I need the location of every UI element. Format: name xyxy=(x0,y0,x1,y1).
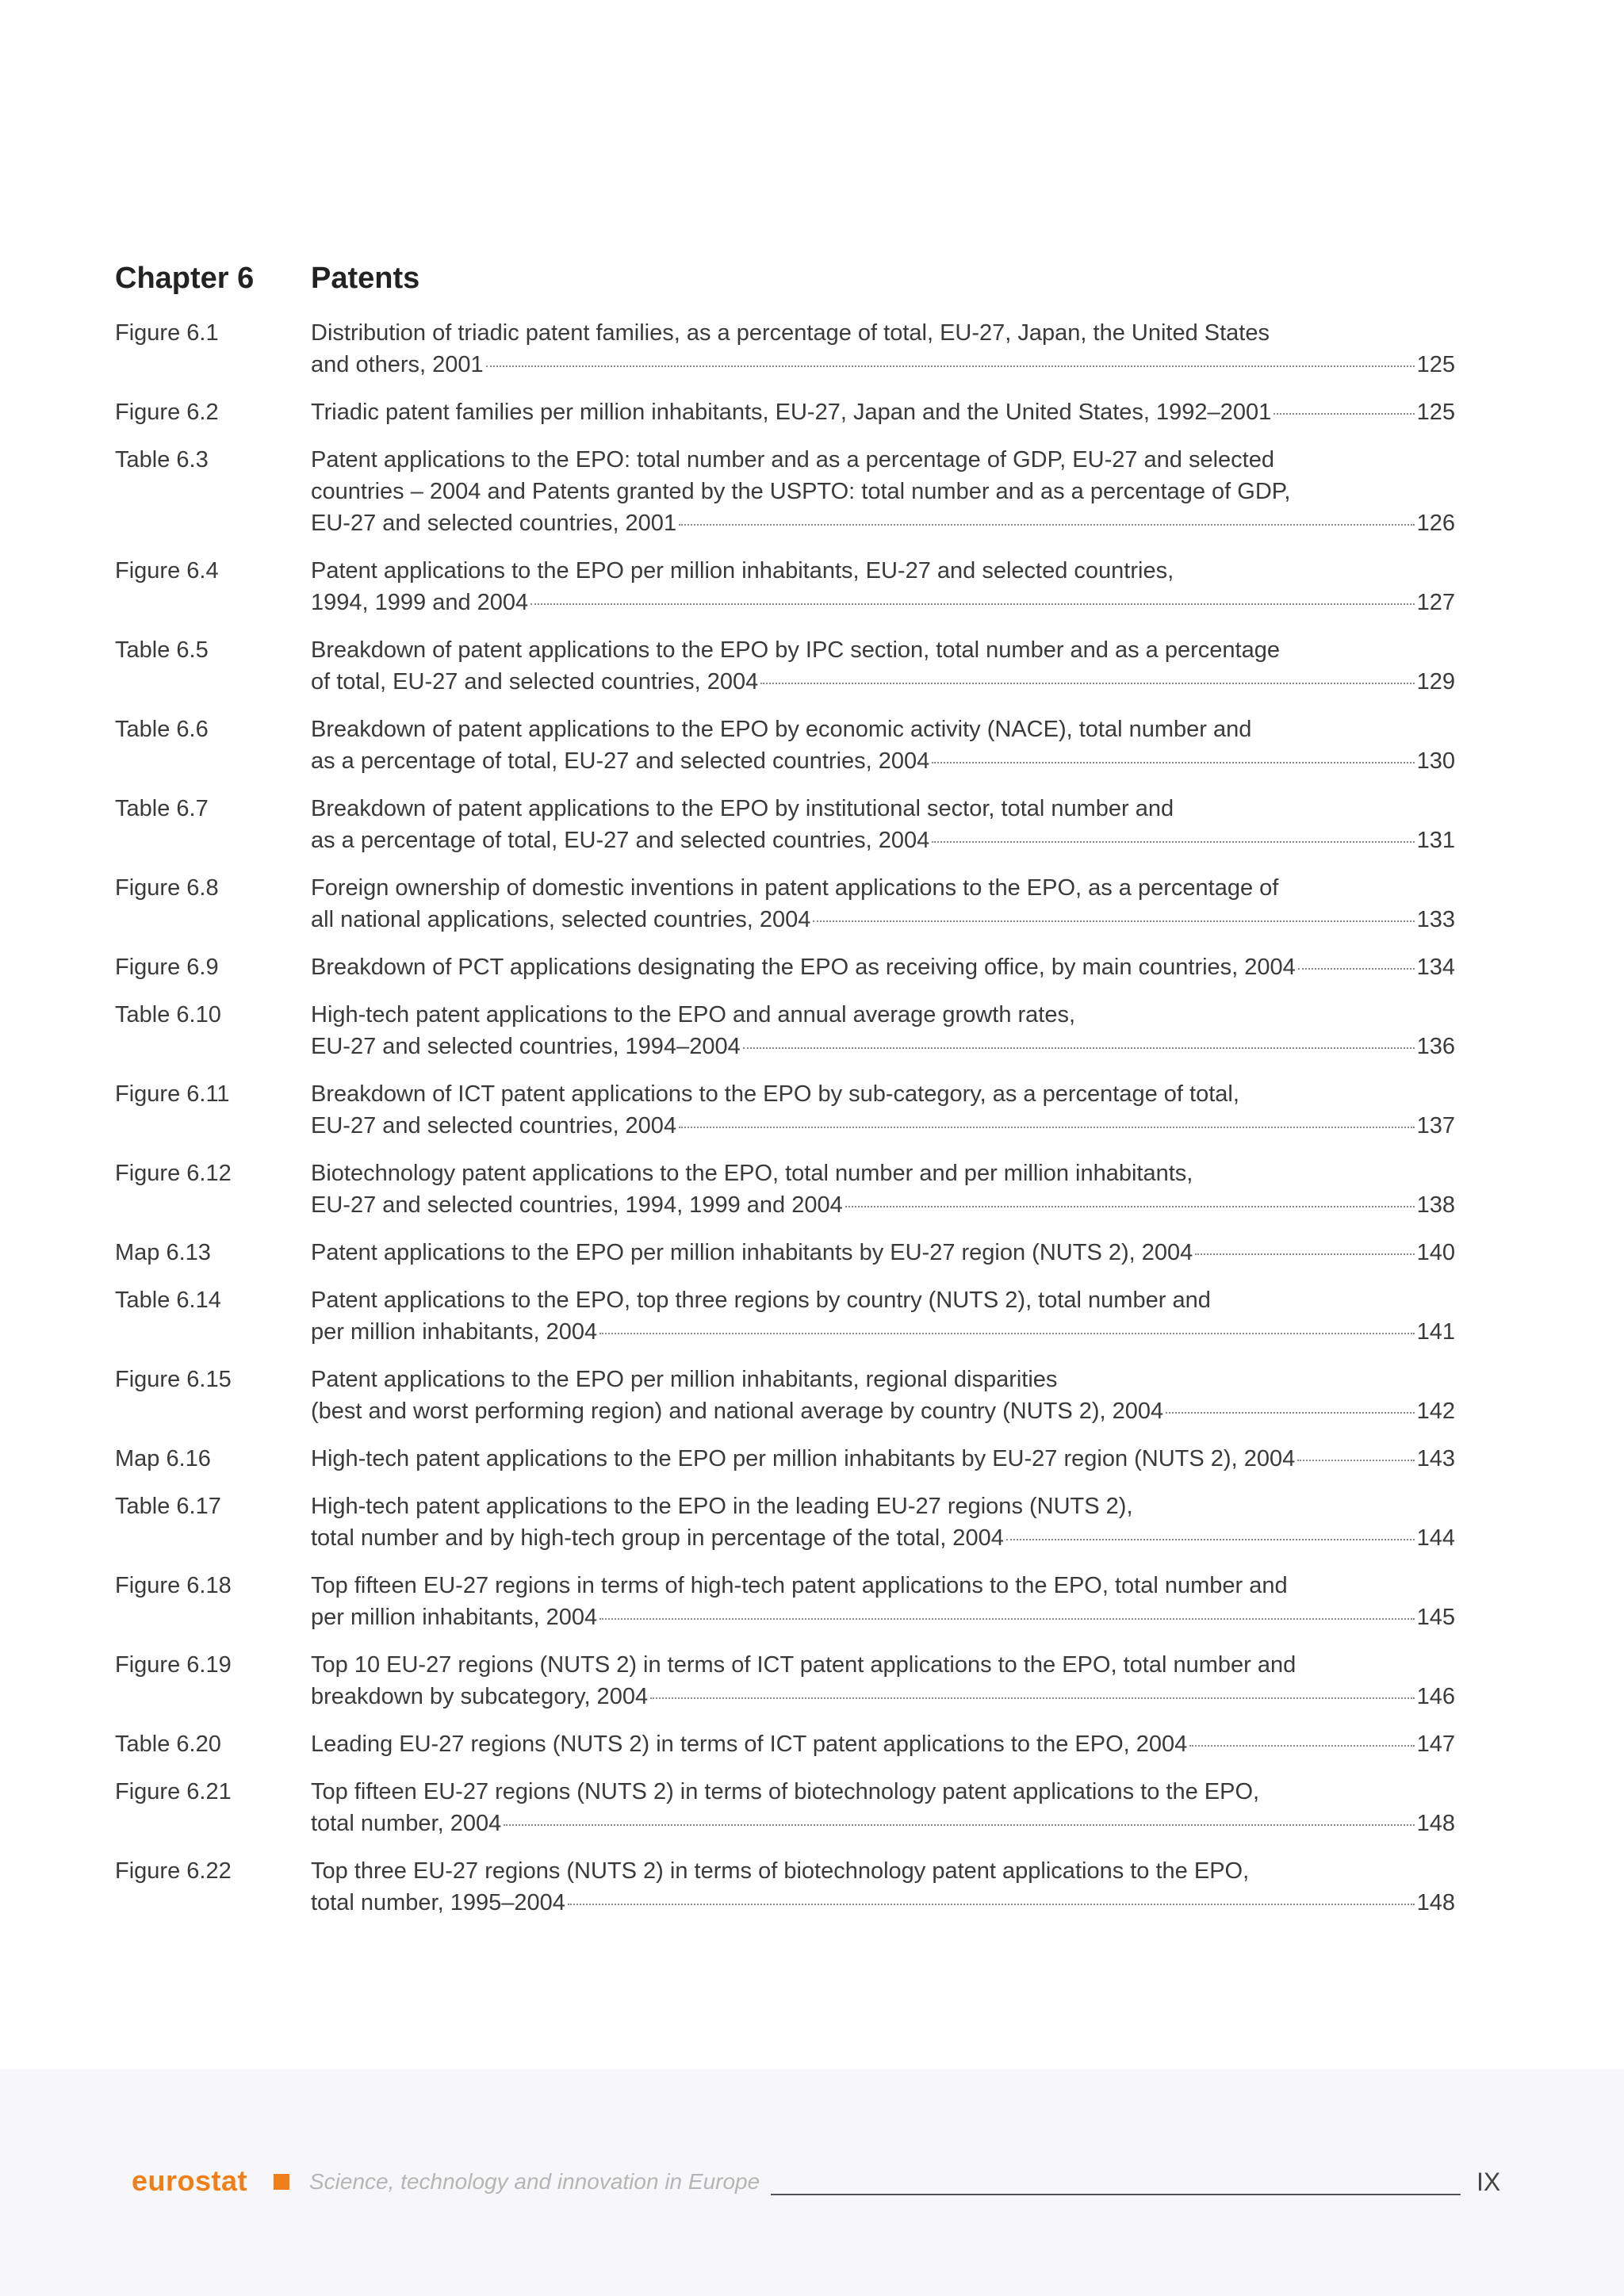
toc-entry-line xyxy=(311,1110,1455,1142)
toc-entry-title: Leading EU-27 regions (NUTS 2) in terms of ICT patent applications to the EPO, 2004 xyxy=(311,1732,1188,1757)
toc-list xyxy=(115,317,1455,1934)
toc-entry-body xyxy=(311,1855,1455,1919)
toc-entry-body xyxy=(311,1649,1455,1712)
dot-leader xyxy=(650,1697,1415,1699)
toc-entry-body xyxy=(311,1728,1455,1760)
toc-entry[interactable] xyxy=(115,1364,1455,1427)
dot-leader xyxy=(932,762,1414,763)
toc-entry-title: of total, EU-27 and selected countries, 2004 xyxy=(311,669,759,695)
toc-entry-line xyxy=(311,1395,1455,1427)
toc-entry-label: Figure 6.15 xyxy=(115,1367,232,1392)
toc-entry-line xyxy=(311,1728,1455,1760)
toc-entry-line xyxy=(311,999,1455,1031)
dot-leader xyxy=(845,1206,1415,1207)
chapter-heading xyxy=(115,262,1455,309)
toc-entry-line xyxy=(311,666,1455,698)
toc-entry-label: Figure 6.4 xyxy=(115,558,219,584)
toc-entry-line xyxy=(311,825,1455,856)
toc-entry-title: Patent applications to the EPO, top three regions by country (NUTS 2), total number and xyxy=(311,1288,1211,1313)
toc-entry-line xyxy=(311,1237,1455,1269)
dot-leader xyxy=(679,1127,1415,1128)
toc-entry-line xyxy=(311,1189,1455,1221)
toc-entry-line xyxy=(311,1601,1455,1633)
toc-entry[interactable] xyxy=(115,1237,1455,1269)
toc-entry-title: total number and by high-tech group in percentage of the total, 2004 xyxy=(311,1525,1004,1551)
toc-entry-label: Figure 6.18 xyxy=(115,1573,232,1598)
toc-entry-label: Figure 6.2 xyxy=(115,400,219,425)
toc-entry-title: total number, 2004 xyxy=(311,1811,502,1836)
toc-entry-line xyxy=(311,872,1455,904)
toc-entry-label: Figure 6.1 xyxy=(115,320,219,346)
toc-entry-label: Table 6.6 xyxy=(115,717,209,742)
toc-entry-page: 148 xyxy=(1416,1890,1455,1915)
logo-square-icon xyxy=(274,2174,289,2190)
eurostat-logo: eurostat xyxy=(132,2164,248,2197)
toc-entry-page: 137 xyxy=(1416,1113,1455,1138)
toc-entry-page: 127 xyxy=(1416,590,1455,615)
toc-entry-body xyxy=(311,793,1455,856)
toc-entry-label: Figure 6.9 xyxy=(115,955,219,980)
toc-entry-label: Map 6.16 xyxy=(115,1446,211,1471)
toc-entry-line xyxy=(311,714,1455,745)
toc-entry-title: and others, 2001 xyxy=(311,352,484,377)
toc-entry-title: High-tech patent applications to the EPO in the leading EU-27 regions (NUTS 2), xyxy=(311,1494,1133,1519)
toc-entry-line xyxy=(311,317,1455,349)
toc-entry-label: Figure 6.11 xyxy=(115,1081,230,1107)
toc-entry[interactable] xyxy=(115,951,1455,983)
toc-entry-body xyxy=(311,1776,1455,1839)
toc-entry-page: 142 xyxy=(1416,1399,1455,1424)
toc-entry-title: per million inhabitants, 2004 xyxy=(311,1319,598,1345)
toc-entry[interactable] xyxy=(115,793,1455,856)
footer-rule xyxy=(771,2194,1461,2195)
dot-leader xyxy=(599,1333,1414,1334)
toc-entry-line xyxy=(311,1681,1455,1712)
toc-entry-page: 143 xyxy=(1416,1446,1455,1471)
toc-entry-body xyxy=(311,1570,1455,1633)
toc-entry-body xyxy=(311,951,1455,983)
toc-entry-title: Breakdown of PCT applications designating the EPO as receiving office, by main countries, 2004 xyxy=(311,955,1296,980)
toc-entry[interactable] xyxy=(115,1490,1455,1554)
toc-entry-line xyxy=(311,1078,1455,1110)
toc-entry-line xyxy=(311,1570,1455,1601)
toc-entry-title: EU-27 and selected countries, 1994, 1999 and 2004 xyxy=(311,1192,843,1218)
dot-leader xyxy=(1189,1745,1414,1747)
toc-entry-page: 148 xyxy=(1416,1811,1455,1836)
toc-entry[interactable] xyxy=(115,634,1455,698)
toc-entry-title: Breakdown of ICT patent applications to the EPO by sub-category, as a percentage of total, xyxy=(311,1081,1239,1107)
toc-entry-page: 147 xyxy=(1416,1732,1455,1757)
toc-entry-title: Foreign ownership of domestic inventions in patent applications to the EPO, as a percentage of xyxy=(311,875,1279,901)
toc-entry-label: Figure 6.22 xyxy=(115,1858,232,1884)
toc-entry-title: (best and worst performing region) and national average by country (NUTS 2), 2004 xyxy=(311,1399,1164,1424)
toc-entry-title: Breakdown of patent applications to the EPO by IPC section, total number and as a percentage xyxy=(311,637,1280,663)
toc-entry[interactable] xyxy=(115,1855,1455,1919)
toc-entry-label: Table 6.5 xyxy=(115,637,209,663)
toc-entry-page: 145 xyxy=(1416,1605,1455,1630)
toc-entry-line xyxy=(311,1443,1455,1475)
toc-entry-body xyxy=(311,1284,1455,1348)
toc-entry-label: Map 6.13 xyxy=(115,1240,211,1265)
toc-entry-title: as a percentage of total, EU-27 and selected countries, 2004 xyxy=(311,828,930,853)
toc-entry-line xyxy=(311,444,1455,476)
toc-entry-line xyxy=(311,476,1455,507)
dot-leader xyxy=(568,1904,1415,1905)
toc-entry-line xyxy=(311,349,1455,381)
page-footer xyxy=(0,2164,1624,2204)
toc-entry[interactable] xyxy=(115,1284,1455,1348)
dot-leader xyxy=(1195,1253,1414,1255)
toc-entry-title: EU-27 and selected countries, 1994–2004 xyxy=(311,1034,741,1059)
toc-entry-page: 129 xyxy=(1416,669,1455,695)
toc-entry[interactable] xyxy=(115,1570,1455,1633)
toc-entry-title: per million inhabitants, 2004 xyxy=(311,1605,598,1630)
toc-entry-body xyxy=(311,999,1455,1062)
toc-entry-line xyxy=(311,1808,1455,1839)
toc-entry-line xyxy=(311,1316,1455,1348)
toc-entry-body xyxy=(311,1078,1455,1142)
toc-entry-title: Breakdown of patent applications to the EPO by institutional sector, total number and xyxy=(311,796,1174,821)
toc-entry-line xyxy=(311,396,1455,428)
toc-entry[interactable] xyxy=(115,872,1455,936)
dot-leader xyxy=(530,603,1414,605)
dot-leader xyxy=(1166,1412,1414,1414)
toc-entry-body xyxy=(311,317,1455,381)
toc-entry[interactable] xyxy=(115,999,1455,1062)
dot-leader xyxy=(1298,968,1415,970)
toc-entry-page: 136 xyxy=(1416,1034,1455,1059)
toc-entry[interactable] xyxy=(115,1776,1455,1839)
toc-entry-page: 130 xyxy=(1416,748,1455,774)
toc-entry-line xyxy=(311,1284,1455,1316)
toc-entry-body xyxy=(311,396,1455,428)
toc-entry-title: EU-27 and selected countries, 2004 xyxy=(311,1113,677,1138)
toc-entry-page: 138 xyxy=(1416,1192,1455,1218)
chapter-title: Patents xyxy=(311,262,420,295)
toc-entry-label: Figure 6.21 xyxy=(115,1779,232,1804)
toc-entry-line xyxy=(311,1364,1455,1395)
toc-entry-title: Patent applications to the EPO per million inhabitants, EU-27 and selected countries, xyxy=(311,558,1174,584)
toc-entry[interactable] xyxy=(115,1728,1455,1760)
dot-leader xyxy=(743,1047,1415,1049)
toc-entry-body xyxy=(311,1443,1455,1475)
toc-entry-title: Patent applications to the EPO: total number and as a percentage of GDP, EU-27 and selected xyxy=(311,447,1274,473)
toc-entry-title: High-tech patent applications to the EPO and annual average growth rates, xyxy=(311,1002,1076,1027)
toc-entry-line xyxy=(311,1649,1455,1681)
toc-entry-body xyxy=(311,872,1455,936)
dot-leader xyxy=(486,365,1415,367)
toc-entry-title: Distribution of triadic patent families, as a percentage of total, EU-27, Japan, the United States xyxy=(311,320,1270,346)
toc-entry-line xyxy=(311,1776,1455,1808)
toc-entry-title: Patent applications to the EPO per million inhabitants by EU-27 region (NUTS 2), 2004 xyxy=(311,1240,1193,1265)
toc-entry-page: 125 xyxy=(1416,400,1455,425)
toc-entry-page: 144 xyxy=(1416,1525,1455,1551)
toc-entry-label: Table 6.3 xyxy=(115,447,209,473)
toc-entry-page: 141 xyxy=(1416,1319,1455,1345)
toc-entry-line xyxy=(311,1031,1455,1062)
toc-entry-line xyxy=(311,555,1455,587)
toc-entry-page: 131 xyxy=(1416,828,1455,853)
toc-entry-label: Table 6.20 xyxy=(115,1732,221,1757)
toc-entry-title: all national applications, selected countries, 2004 xyxy=(311,907,811,932)
toc-entry[interactable] xyxy=(115,1158,1455,1221)
dot-leader xyxy=(1006,1539,1415,1540)
toc-entry-title: Breakdown of patent applications to the EPO by economic activity (NACE), total number and xyxy=(311,717,1252,742)
toc-entry[interactable] xyxy=(115,444,1455,539)
dot-leader xyxy=(1297,1460,1414,1461)
toc-entry[interactable] xyxy=(115,317,1455,381)
toc-entry-title: 1994, 1999 and 2004 xyxy=(311,590,529,615)
dot-leader xyxy=(813,920,1414,922)
toc-entry-page: 140 xyxy=(1416,1240,1455,1265)
toc-entry-body xyxy=(311,1364,1455,1427)
toc-entry-title: Top fifteen EU-27 regions (NUTS 2) in terms of biotechnology patent applications to the EPO, xyxy=(311,1779,1260,1804)
toc-entry-body xyxy=(311,555,1455,618)
toc-entry-title: EU-27 and selected countries, 2001 xyxy=(311,511,677,536)
chapter-label: Chapter 6 xyxy=(115,262,255,295)
toc-entry-line xyxy=(311,793,1455,825)
toc-entry-line xyxy=(311,1490,1455,1522)
toc-entry-title: countries – 2004 and Patents granted by the USPTO: total number and as a percentage of GDP, xyxy=(311,479,1291,504)
toc-entry-line xyxy=(311,507,1455,539)
toc-entry-title: Top 10 EU-27 regions (NUTS 2) in terms of ICT patent applications to the EPO, total number and xyxy=(311,1652,1297,1678)
toc-entry-line xyxy=(311,745,1455,777)
toc-entry-title: breakdown by subcategory, 2004 xyxy=(311,1684,649,1709)
toc-entry-label: Figure 6.8 xyxy=(115,875,219,901)
toc-entry-body xyxy=(311,1490,1455,1554)
dot-leader xyxy=(760,683,1414,684)
dot-leader xyxy=(504,1824,1414,1826)
toc-entry-title: total number, 1995–2004 xyxy=(311,1890,565,1915)
toc-entry[interactable] xyxy=(115,714,1455,777)
dot-leader xyxy=(932,841,1414,843)
toc-entry-title: Top fifteen EU-27 regions in terms of high-tech patent applications to the EPO, total number and xyxy=(311,1573,1288,1598)
dot-leader xyxy=(679,524,1415,526)
toc-entry-line xyxy=(311,634,1455,666)
toc-entry-title: as a percentage of total, EU-27 and selected countries, 2004 xyxy=(311,748,930,774)
toc-entry-line xyxy=(311,904,1455,936)
toc-entry[interactable] xyxy=(115,396,1455,428)
toc-entry-body xyxy=(311,1158,1455,1221)
toc-entry-line xyxy=(311,1855,1455,1887)
toc-entry-title: High-tech patent applications to the EPO per million inhabitants by EU-27 region (NUTS 2), 2004 xyxy=(311,1446,1296,1471)
toc-entry-body xyxy=(311,634,1455,698)
toc-entry-label: Table 6.14 xyxy=(115,1288,221,1313)
page-number: IX xyxy=(1477,2168,1501,2196)
toc-entry-page: 146 xyxy=(1416,1684,1455,1709)
toc-entry-label: Table 6.10 xyxy=(115,1002,221,1027)
toc-entry-page: 126 xyxy=(1416,511,1455,536)
toc-entry-label: Table 6.7 xyxy=(115,796,209,821)
toc-entry-body xyxy=(311,1237,1455,1269)
toc-entry-title: Triadic patent families per million inhabitants, EU-27, Japan and the United States, 1992–2001 xyxy=(311,400,1272,425)
toc-entry-label: Table 6.17 xyxy=(115,1494,221,1519)
toc-entry-line xyxy=(311,951,1455,983)
toc-entry-label: Figure 6.12 xyxy=(115,1161,232,1186)
toc-entry[interactable] xyxy=(115,1649,1455,1712)
toc-entry-title: Top three EU-27 regions (NUTS 2) in terms of biotechnology patent applications to the EPO, xyxy=(311,1858,1250,1884)
toc-entry[interactable] xyxy=(115,1443,1455,1475)
toc-entry-line xyxy=(311,587,1455,618)
dot-leader xyxy=(1274,413,1414,415)
toc-entry-line xyxy=(311,1522,1455,1554)
toc-entry-page: 134 xyxy=(1416,955,1455,980)
toc-entry[interactable] xyxy=(115,1078,1455,1142)
toc-entry-line xyxy=(311,1158,1455,1189)
footer-tagline: Science, technology and innovation in Europe xyxy=(309,2169,760,2194)
toc-entry-label: Figure 6.19 xyxy=(115,1652,232,1678)
dot-leader xyxy=(599,1618,1414,1620)
toc-entry-page: 133 xyxy=(1416,907,1455,932)
toc-entry-title: Biotechnology patent applications to the EPO, total number and per million inhabitants, xyxy=(311,1161,1193,1186)
toc-entry-line xyxy=(311,1887,1455,1919)
toc-entry-page: 125 xyxy=(1416,352,1455,377)
toc-entry-title: Patent applications to the EPO per million inhabitants, regional disparities xyxy=(311,1367,1058,1392)
toc-entry[interactable] xyxy=(115,555,1455,618)
toc-entry-body xyxy=(311,444,1455,539)
toc-entry-body xyxy=(311,714,1455,777)
